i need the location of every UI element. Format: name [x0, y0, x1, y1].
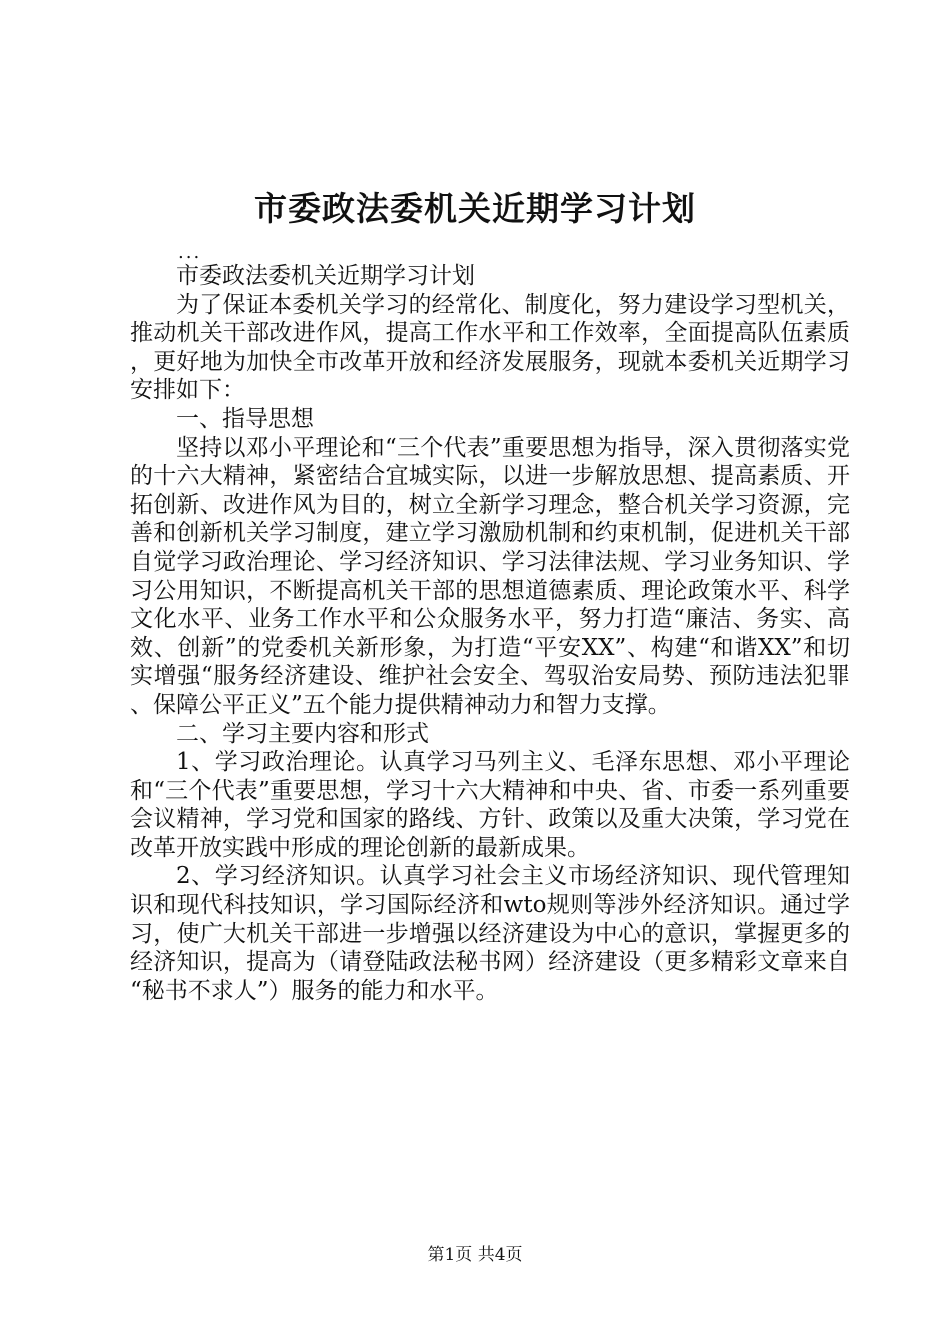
paragraph-guiding-thought: 坚持以邓小平理论和“三个代表”重要思想为指导，深入贯彻落实党的十六大精神，紧密结合宜城实际，以进一步解放思想、提高素质、开拓创新、改进作风为目的，树立全新学习理念，整合机关学习资源，完善和创新机关学习制度，建立学习激励机制和约束机制，促进机关干部自觉学习政治理论、学习经济知识、学习法律法规、学习业务知识、学习公用知识，不断提高机关干部的思想道德素质、理论政策水平、科学文化水平、业务工作水平和公众服务水平，努力打造“廉洁、务实、高效、创新”的党委机关新形象，为打造“平安XX”、构建“和谐XX”和切实增强“服务经济建设、维护社会安全、驾驭治安局势、预防违法犯罪、保障公平正义”五个能力提供精神动力和智力支撑。 [130, 434, 850, 718]
page-number-footer: 第1页 共4页 [427, 1245, 523, 1265]
section-heading-guiding-thought: 一、指导思想 [176, 405, 314, 432]
paragraph-economic-knowledge: 2、学习经济知识。认真学习社会主义市场经济知识、现代管理知识和现代科技知识，学习国际经济和wto规则等涉外经济知识。通过学习，使广大机关干部进一步增强以经济建设为中心的意识，掌握更多的经济知识，提高为（请登陆政法秘书网）经济建设（更多精彩文章来自“秘书不求人”）服务的能力和水平。 [130, 863, 850, 1004]
document-title: 市委政法委机关近期学习计划 [254, 189, 696, 228]
paragraph-subtitle: 市委政法委机关近期学习计划 [176, 263, 475, 289]
paragraph-intro: 为了保证本委机关学习的经常化、制度化，努力建设学习型机关，推动机关干部改进作风，提高工作水平和工作效率，全面提高队伍素质，更好地为加快全市改革开放和经济发展服务，现就本委机关近期学习安排如下： [130, 291, 850, 404]
section-heading-content-form: 二、学习主要内容和形式 [176, 720, 429, 747]
document-body [130, 262, 850, 1005]
paragraph-political-theory: 1、学习政治理论。认真学习马列主义、毛泽东思想、邓小平理论和“三个代表”重要思想，学习十六大精神和中央、省、市委一系列重要会议精神，学习党和国家的路线、方针、政策以及重大决策，学习党在改革开放实践中形成的理论创新的最新成果。 [130, 749, 850, 861]
ellipsis-marker: ... [178, 242, 202, 263]
